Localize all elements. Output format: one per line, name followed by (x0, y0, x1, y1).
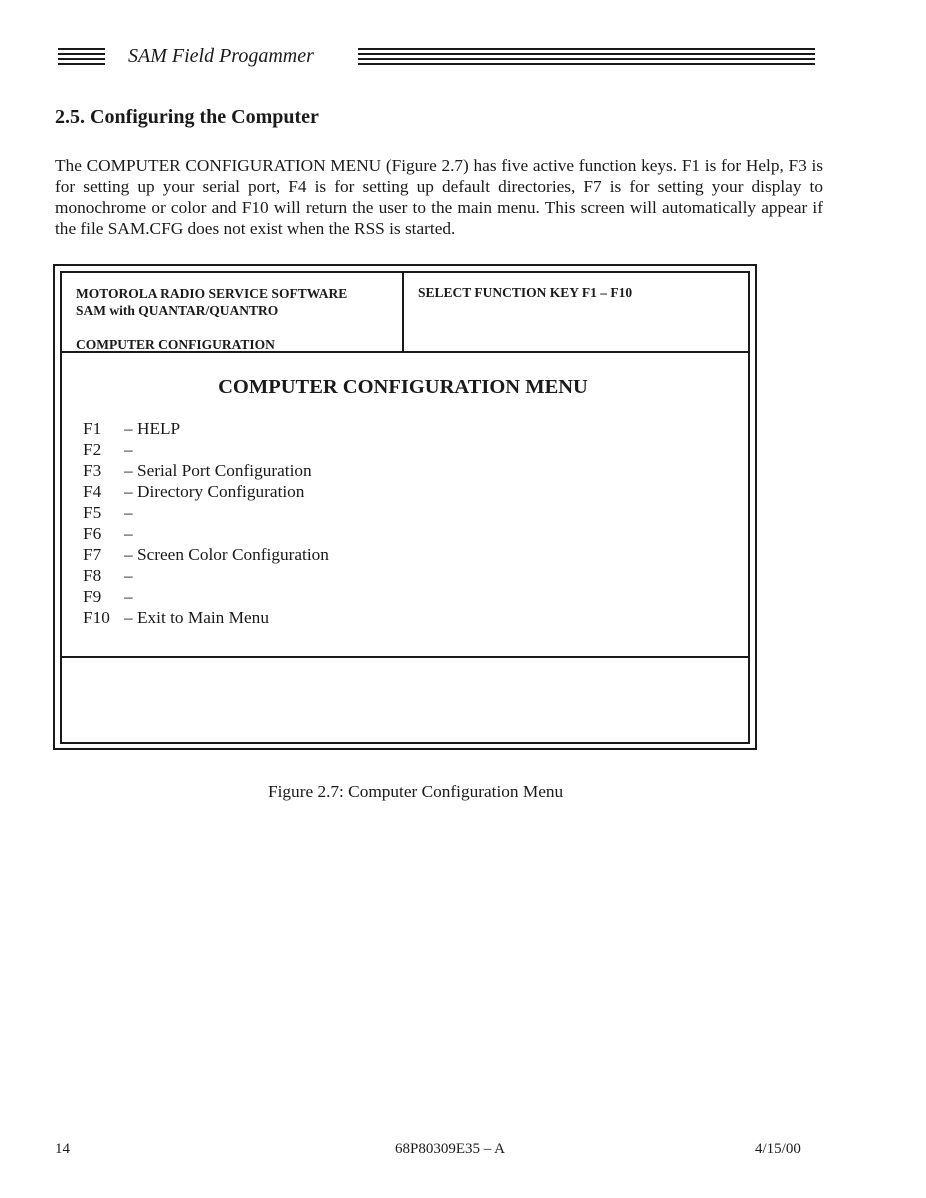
function-key-prompt: SELECT FUNCTION KEY F1 – F10 (418, 285, 633, 300)
document-date: 4/15/00 (755, 1141, 801, 1157)
menu-item-label: – (124, 566, 133, 585)
menu-item-label: – Exit to Main Menu (124, 608, 269, 627)
footer-divider-horizontal (60, 656, 750, 658)
menu-item-label: – Directory Configuration (124, 482, 305, 501)
menu-item-f10[interactable] (83, 607, 329, 628)
menu-title: COMPUTER CONFIGURATION MENU (218, 376, 588, 398)
function-key: F7 (83, 545, 102, 564)
function-key: F5 (83, 503, 102, 522)
running-head: SAM Field Progammer (128, 45, 314, 67)
menu-item-label: – (124, 440, 133, 459)
figure-caption: Figure 2.7: Computer Configuration Menu (268, 782, 564, 801)
function-key: F9 (83, 587, 102, 606)
function-key: F8 (83, 566, 102, 585)
menu-item-label: – Screen Color Configuration (124, 545, 329, 564)
menu-item-label: – (124, 524, 133, 543)
header-rule-left (58, 48, 105, 65)
header-rule-right (358, 48, 815, 65)
function-key: F6 (83, 524, 102, 543)
menu-item-label: – (124, 587, 133, 606)
menu-item-f8[interactable] (83, 565, 329, 586)
function-key: F3 (83, 461, 102, 480)
menu-item-f1[interactable] (83, 418, 329, 439)
section-heading: 2.5. Configuring the Computer (55, 106, 319, 128)
header-divider-vertical (402, 271, 404, 353)
menu-item-f7[interactable] (83, 544, 329, 565)
menu-item-f2[interactable] (83, 439, 329, 460)
menu-item-f6[interactable] (83, 523, 329, 544)
menu-item-label: – Serial Port Configuration (124, 461, 312, 480)
function-key: F2 (83, 440, 102, 459)
document-number: 68P80309E35 – A (395, 1141, 506, 1157)
software-title: MOTOROLA RADIO SERVICE SOFTWARE (76, 286, 348, 301)
menu-item-f9[interactable] (83, 586, 329, 607)
menu-item-f3[interactable] (83, 460, 329, 481)
function-key: F4 (83, 482, 102, 501)
menu-item-f5[interactable] (83, 502, 329, 523)
page-number: 14 (55, 1141, 70, 1157)
intro-paragraph: The COMPUTER CONFIGURATION MENU (Figure 2.7) has five active function keys. F1 is for Help, F3 is for setting up your serial port, F4 is for setting up default directories, F7 is for setting your display to monochrome or color and F10 will return the user to the main menu. This screen will automatically appear if the file SAM.CFG does not exist when the RSS is started. (55, 156, 823, 238)
menu-item-label: – (124, 503, 133, 522)
screen-header-left (76, 285, 347, 353)
product-name: SAM with QUANTAR/QUANTRO (76, 303, 279, 318)
menu-item-f4[interactable] (83, 481, 329, 502)
function-key: F10 (83, 608, 110, 627)
function-key: F1 (83, 419, 102, 438)
function-key-menu (83, 418, 329, 628)
screen-name: COMPUTER CONFIGURATION (76, 337, 275, 352)
menu-item-label: – HELP (124, 419, 181, 438)
